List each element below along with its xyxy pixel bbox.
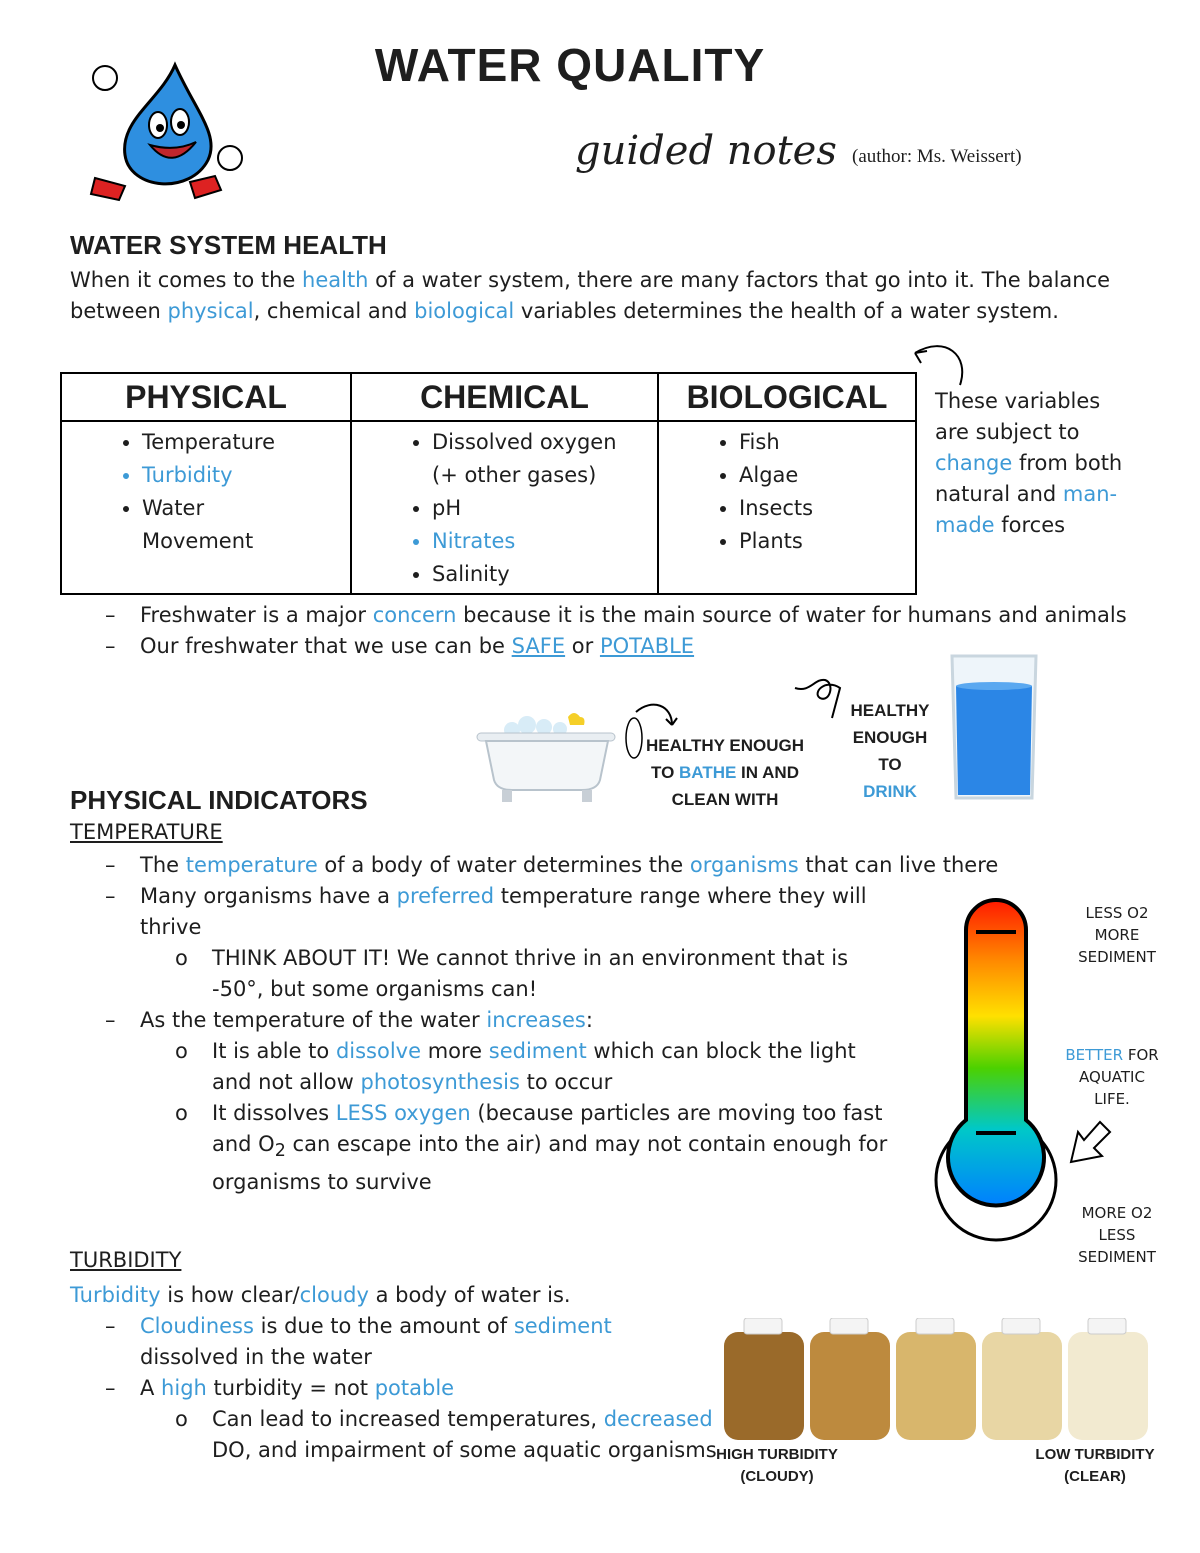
sample-bottle	[982, 1318, 1062, 1440]
turbidity-bottles	[722, 1318, 1152, 1447]
author-credit: (author: Ms. Weissert)	[852, 146, 1022, 167]
sample-bottle	[724, 1318, 804, 1440]
low-turbidity-label: LOW TURBIDITY (CLEAR)	[1035, 1446, 1155, 1485]
list-item: • pH	[432, 492, 657, 525]
header-chemical: CHEMICAL	[351, 373, 658, 421]
section-heading-water-system-health: WATER SYSTEM HEALTH	[70, 230, 387, 260]
turbidity-notes	[70, 1280, 717, 1466]
arrow-icon	[1068, 1118, 1113, 1170]
list-item: – Cloudiness is due to the amount of sediment dissolved in the water	[70, 1311, 680, 1373]
chemical-cell	[351, 421, 658, 594]
list-item: • Plants	[739, 525, 915, 558]
header-biological: BIOLOGICAL	[658, 373, 916, 421]
bathe-label: HEALTHY ENOUGH TO BATHE IN AND CLEAN WITH	[645, 736, 805, 809]
list-item: • Temperature	[142, 426, 350, 459]
subheading-turbidity: TURBIDITY	[70, 1248, 182, 1272]
bathtub-icon	[472, 705, 622, 809]
list-item: – A high turbidity = not potable	[70, 1373, 710, 1404]
list-item: • Turbidity	[142, 459, 350, 492]
header-physical: PHYSICAL	[61, 373, 351, 421]
biological-cell	[658, 421, 916, 594]
high-turbidity-label: HIGH TURBIDITY (CLOUDY)	[716, 1446, 838, 1485]
list-item: – Many organisms have a preferred temperature range where they will thrive	[70, 881, 880, 943]
list-item: • Fish	[739, 426, 915, 459]
subheading-temperature: TEMPERATURE	[70, 820, 223, 844]
list-item: – Our freshwater that we use can be SAFE or POTABLE	[70, 631, 1150, 662]
list-item: – The temperature of a body of water determines the organisms that can live there	[70, 850, 1140, 881]
intro-paragraph: When it comes to the health of a water system, there are many factors that go into it. The balance between physical, chemical and biological variables determines the health of a water system.	[70, 268, 1111, 323]
list-item: o THINK ABOUT IT! We cannot thrive in an environment that is -50°, but some organisms can!	[70, 943, 872, 1005]
water-glass-icon	[948, 652, 1040, 808]
section-heading-physical-indicators: PHYSICAL INDICATORS	[70, 785, 368, 815]
temperature-notes	[70, 850, 999, 1198]
list-item: • Algae	[739, 459, 915, 492]
thermo-label-top: LESS O2 MORE SEDIMENT	[1078, 904, 1156, 966]
list-item: • Nitrates	[432, 525, 657, 558]
list-item: – Freshwater is a major concern because it is the main source of water for humans and animals	[70, 600, 1150, 631]
list-item: • Dissolved oxygen (+ other gases)	[432, 426, 642, 492]
drink-label: HEALTHY ENOUGH TO DRINK	[850, 701, 930, 801]
page-title: WATER QUALITY	[374, 39, 766, 91]
turbidity-definition: Turbidity is how clear/cloudy a body of water is.	[70, 1283, 571, 1307]
sample-bottle	[896, 1318, 976, 1440]
thermo-label-mid: BETTER FOR AQUATIC LIFE.	[1065, 1046, 1159, 1108]
variables-table	[60, 372, 917, 595]
thermo-label-bottom: MORE O2 LESS SEDIMENT	[1078, 1204, 1156, 1266]
page-subtitle: guided notes	[575, 128, 837, 174]
thermometer-icon	[932, 890, 1062, 1254]
list-item: o It dissolves LESS oxygen (because particles are moving too fast and $O_2$ can escape into the air) and may not contain enough for organisms to survive	[70, 1098, 892, 1198]
physical-cell	[61, 421, 351, 594]
list-item: • Salinity	[432, 558, 657, 591]
list-item: o It is able to dissolve more sediment which can block the light and not allow photosynthesis to occur	[70, 1036, 892, 1098]
list-item: • Insects	[739, 492, 915, 525]
list-item: o Can lead to increased temperatures, decreased DO, and impairment of some aquatic organisms	[70, 1404, 722, 1466]
list-item: – As the temperature of the water increases:	[70, 1005, 900, 1036]
sample-bottle	[810, 1318, 890, 1440]
variables-side-note: These variables are subject to change from both natural and man-made forces	[935, 389, 1123, 537]
sample-bottle	[1068, 1318, 1148, 1440]
list-item: • Water Movement	[142, 492, 262, 558]
